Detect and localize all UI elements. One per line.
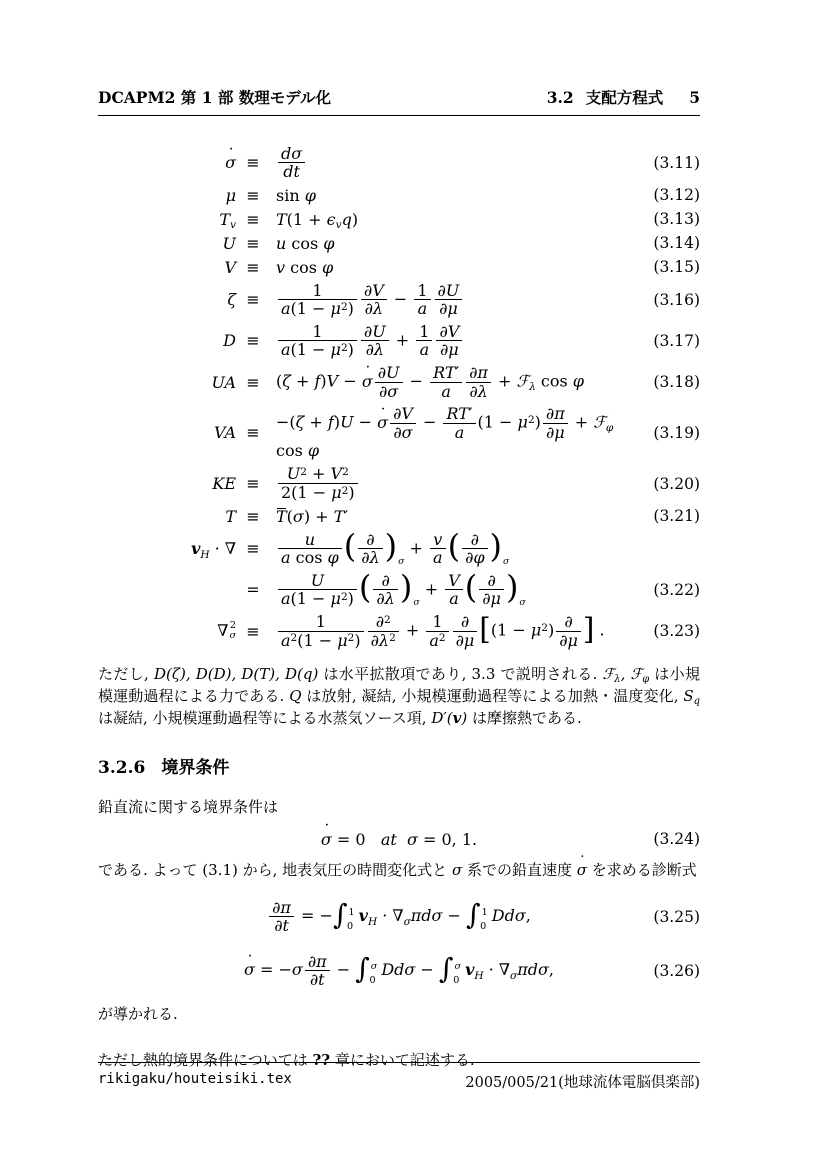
page-footer <box>98 1062 700 1092</box>
eq-relation: ≡ <box>246 331 260 351</box>
eq-rhs: $\frac{U^2 + V^2}{2(1 - \mu^2)}$ <box>270 463 634 504</box>
eq-lhs: T <box>225 506 236 526</box>
eq-number: (3.19) <box>653 423 700 442</box>
paragraph-diagnostic-intro: である. よって (3.1) から, 地表気圧の時間変化式と σ 系での鉛直速度 σ ˙ を求める診断式 <box>98 859 700 881</box>
text-block <box>98 86 700 1071</box>
eq-rhs: $\frac{1}{a(1 - \mu^2)}$ $\frac{\partial U}{\partial\lambda}$ + $\frac{1}{a}$ $\frac{\partial V}{\partial\mu}$ <box>270 320 634 361</box>
eq-lhs: VA <box>213 423 236 443</box>
footer-filename: rikigaku/houteisiki.tex <box>98 1071 292 1087</box>
eq-relation: = <box>246 580 260 600</box>
eq-relation: ≡ <box>246 290 260 310</box>
eq-number: (3.15) <box>653 258 700 277</box>
header-section-number: 3.2 <box>546 88 574 107</box>
display-equation-3-25 <box>98 899 700 935</box>
eq-number: (3.18) <box>653 373 700 392</box>
eq-number: (3.17) <box>653 331 700 350</box>
header-right <box>547 86 700 108</box>
eq-lhs: V <box>224 257 236 277</box>
eq-relation: ≡ <box>246 423 260 443</box>
eq-rhs: $\frac{d\sigma}{dt}$ <box>270 142 634 183</box>
eq-relation: ≡ <box>246 153 260 173</box>
eq-lhs: UA <box>211 372 236 392</box>
paragraph-thermal-note: ただし熱的境界条件については ?? 章において記述する. <box>98 1051 475 1070</box>
eq-lhs: $v_H$ · ∇ <box>191 539 236 561</box>
eq-number: (3.21) <box>653 507 700 526</box>
eq-lhs: $T_v$ <box>219 209 236 232</box>
eq-number: (3.20) <box>653 474 700 493</box>
page-header <box>98 86 700 116</box>
eq-number: (3.12) <box>653 186 700 205</box>
eq-relation: ≡ <box>246 257 260 277</box>
eq-rhs: −(ζ + f)U − σ ˙ $\frac{\partial V}{\partial\sigma}$ − $\frac{RT'}{a}$ $(1 - \mu^2)$ $\frac{\partial\pi}{\partial\mu}$ + ℱ$_\varphi$ cos φ <box>270 403 634 463</box>
eq-lhs: D <box>223 331 236 351</box>
eq-lhs: U <box>222 233 236 253</box>
footer-date-organization: 2005/005/21(地球流体電脳倶楽部) <box>465 1075 700 1091</box>
display-equation-3-24 <box>98 830 700 849</box>
header-chapter-title: DCAPM2 第 1 部 数理モデル化 <box>98 88 331 107</box>
eq-body: $\frac{\partial\pi}{\partial t}$ = −∫ 1 0 $v_H \cdot \nabla_\sigma\pi d\sigma$ − ∫ 1 0 Ddσ, <box>267 906 531 925</box>
eq-number: (3.13) <box>653 210 700 229</box>
eq-relation: ≡ <box>246 372 260 392</box>
display-equation-3-26 <box>98 953 700 989</box>
eq-rhs: $\frac{U}{a(1 - \mu^2)}$ ( ∂ ∂λ )$_\sigma$ + $\frac{V}{a}$ ( ∂ ∂μ )$_\sigma$ <box>270 569 634 610</box>
eq-rhs: sin φ <box>276 185 316 205</box>
paragraph-diffusion-terms: ただし, D(ζ), D(D), D(T), D(q) は水平拡散項であり, 3.3 で説明される. ℱ$_\lambda$, ℱ$_\varphi$ は小規模運動過程による力である. Q は放射, 凝結, 小規模運動過程等による加熱・温度変化, $S_q$ は凝結, 小規模運動過程等による水蒸気ソース項, D′(v) は摩擦熱である. <box>98 664 700 727</box>
eq-relation: ≡ <box>246 185 260 205</box>
eq-lhs <box>98 587 236 592</box>
section-title: 境界条件 <box>161 757 230 778</box>
header-page-number: 5 <box>689 88 700 107</box>
eq-relation: ≡ <box>246 506 260 526</box>
eq-number: (3.24) <box>653 830 700 849</box>
eq-lhs: ζ <box>227 290 236 310</box>
eq-number: (3.22) <box>653 580 700 599</box>
eq-lhs: KE <box>212 474 236 494</box>
eq-number: (3.25) <box>653 907 700 926</box>
eq-rhs: $T(1 + \epsilon_vq)$ <box>276 209 359 232</box>
definition-equation-list <box>98 142 700 652</box>
eq-relation: ≡ <box>246 209 260 229</box>
eq-lhs: σ ˙ <box>98 151 236 175</box>
eq-number: (3.23) <box>653 622 700 641</box>
eq-lhs: μ <box>225 185 236 205</box>
eq-body: σ ˙ = 0 at σ = 0, 1. <box>321 830 477 849</box>
eq-relation: ≡ <box>246 621 260 641</box>
eq-rhs: $\frac{u}{\text{a cos φ}}$ ( ∂ ∂λ )$_\sigma$ + $\frac{v}{a}$ ( ∂ ∂φ )$_\sigma$ <box>270 528 634 569</box>
section-number: 3.2.6 <box>98 757 146 778</box>
eq-number: (3.11) <box>653 153 700 172</box>
eq-rhs: (ζ + f)V − σ ˙ $\frac{\partial U}{\partial\sigma}$ − $\frac{RT'}{a}$ $\frac{\partial\pi}{\partial\lambda}$ + ℱ$_\lambda$ cos φ <box>270 362 634 403</box>
eq-rhs: $\frac{1}{a^2(1 - \mu^2)}$ $\frac{\partial^2}{\partial\lambda^2}$ + $\frac{1}{a^2}$ ∂ ∂μ [$(1 - \mu^2)$ ∂ ∂μ ] . <box>270 611 634 652</box>
eq-rhs: v cos φ <box>276 257 334 277</box>
eq-rhs: $\frac{1}{a(1 - \mu^2)}$ $\frac{\partial V}{\partial\lambda}$ − $\frac{1}{a}$ $\frac{\partial U}{\partial\mu}$ <box>270 279 634 320</box>
section-heading-boundary-conditions <box>98 753 700 778</box>
paragraph-derived: が導かれる. <box>98 1005 178 1024</box>
eq-rhs: u cos φ <box>276 233 335 253</box>
eq-relation: ≡ <box>246 539 260 559</box>
eq-number: (3.26) <box>653 961 700 980</box>
eq-relation: ≡ <box>246 474 260 494</box>
paragraph-boundary-intro: 鉛直流に関する境界条件は <box>98 797 279 816</box>
eq-number <box>634 546 700 551</box>
eq-number: (3.16) <box>653 290 700 309</box>
eq-number: (3.14) <box>653 234 700 253</box>
eq-relation: ≡ <box>246 233 260 253</box>
eq-lhs: ∇ 2 σ <box>217 619 236 642</box>
header-section-title: 支配方程式 <box>585 88 664 107</box>
eq-rhs: T(σ) + T′ <box>276 506 348 526</box>
eq-body: σ ˙ = −σ $\frac{\partial\pi}{\partial t}$ − ∫ σ 0 Ddσ − ∫ σ 0 $v_H \cdot \nabla_\sigma\pi d\sigma$, <box>244 960 554 979</box>
